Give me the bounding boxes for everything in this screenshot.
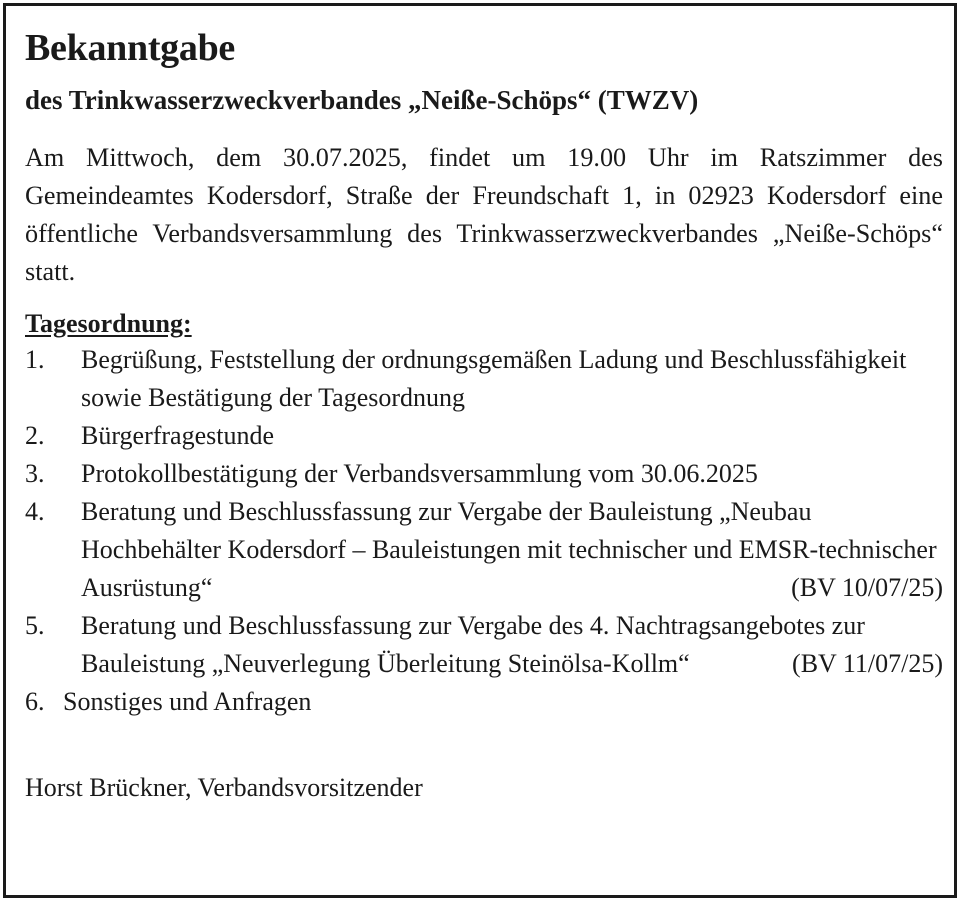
agenda-item [25,493,943,607]
agenda-item-text: Bürgerfragestunde [81,421,275,450]
agenda-item [25,417,943,455]
agenda-item [25,455,943,493]
agenda-item-reference: (BV 11/07/25) [792,649,943,678]
agenda-item-number: 5. [25,611,45,640]
agenda-item-number: 6. [25,687,45,716]
agenda-item [25,341,943,417]
agenda-item-number: 3. [25,459,45,488]
agenda-item-number: 2. [25,421,45,450]
signature: Horst Brückner, Verbandsvorsitzender [25,773,423,802]
agenda-item-text: Sonstiges und Anfragen [63,687,312,716]
agenda-item-text: Beratung und Beschlussfassung zur Vergabe des 4. Nachtragsangebotes zur Bauleistung „Neuverlegung Überleitung Steinölsa-Kollm“ [81,611,865,678]
notice-subtitle: des Trinkwasserzweckverbandes „Neiße-Schöps“ (TWZV) [25,85,699,115]
notice-content [25,25,943,805]
notice-title: Bekanntgabe [25,27,235,69]
agenda-item [25,683,943,721]
agenda-list [25,341,943,721]
agenda-item-text: Begrüßung, Feststellung der ordnungsgemäßen Ladung und Beschlussfähigkeit sowie Bestätigung der Tagesordnung [81,345,907,412]
agenda-item-text: Protokollbestätigung der Verbandsversammlung vom 30.06.2025 [81,459,758,488]
agenda-item-text: Beratung und Beschlussfassung zur Vergabe der Bauleistung „Neubau Hochbehälter Kodersdorf – Bauleistungen mit technischer und EMSR-technischer Ausrüstung“ [81,497,937,602]
agenda-item-number: 1. [25,345,45,374]
agenda-item-reference: (BV 10/07/25) [791,573,943,602]
notice-intro: Am Mittwoch, dem 30.07.2025, findet um 19.00 Uhr im Ratszimmer des Gemeindeamtes Kodersdorf, Straße der Freundschaft 1, in 02923 Kodersdorf eine öffentliche Verbandsversammlung des Trinkwasserzweckverbandes „Neiße-Schöps“ statt. [25,143,943,286]
agenda-item-number: 4. [25,497,45,526]
agenda-heading: Tagesordnung: [25,309,192,338]
agenda-item [25,607,943,683]
